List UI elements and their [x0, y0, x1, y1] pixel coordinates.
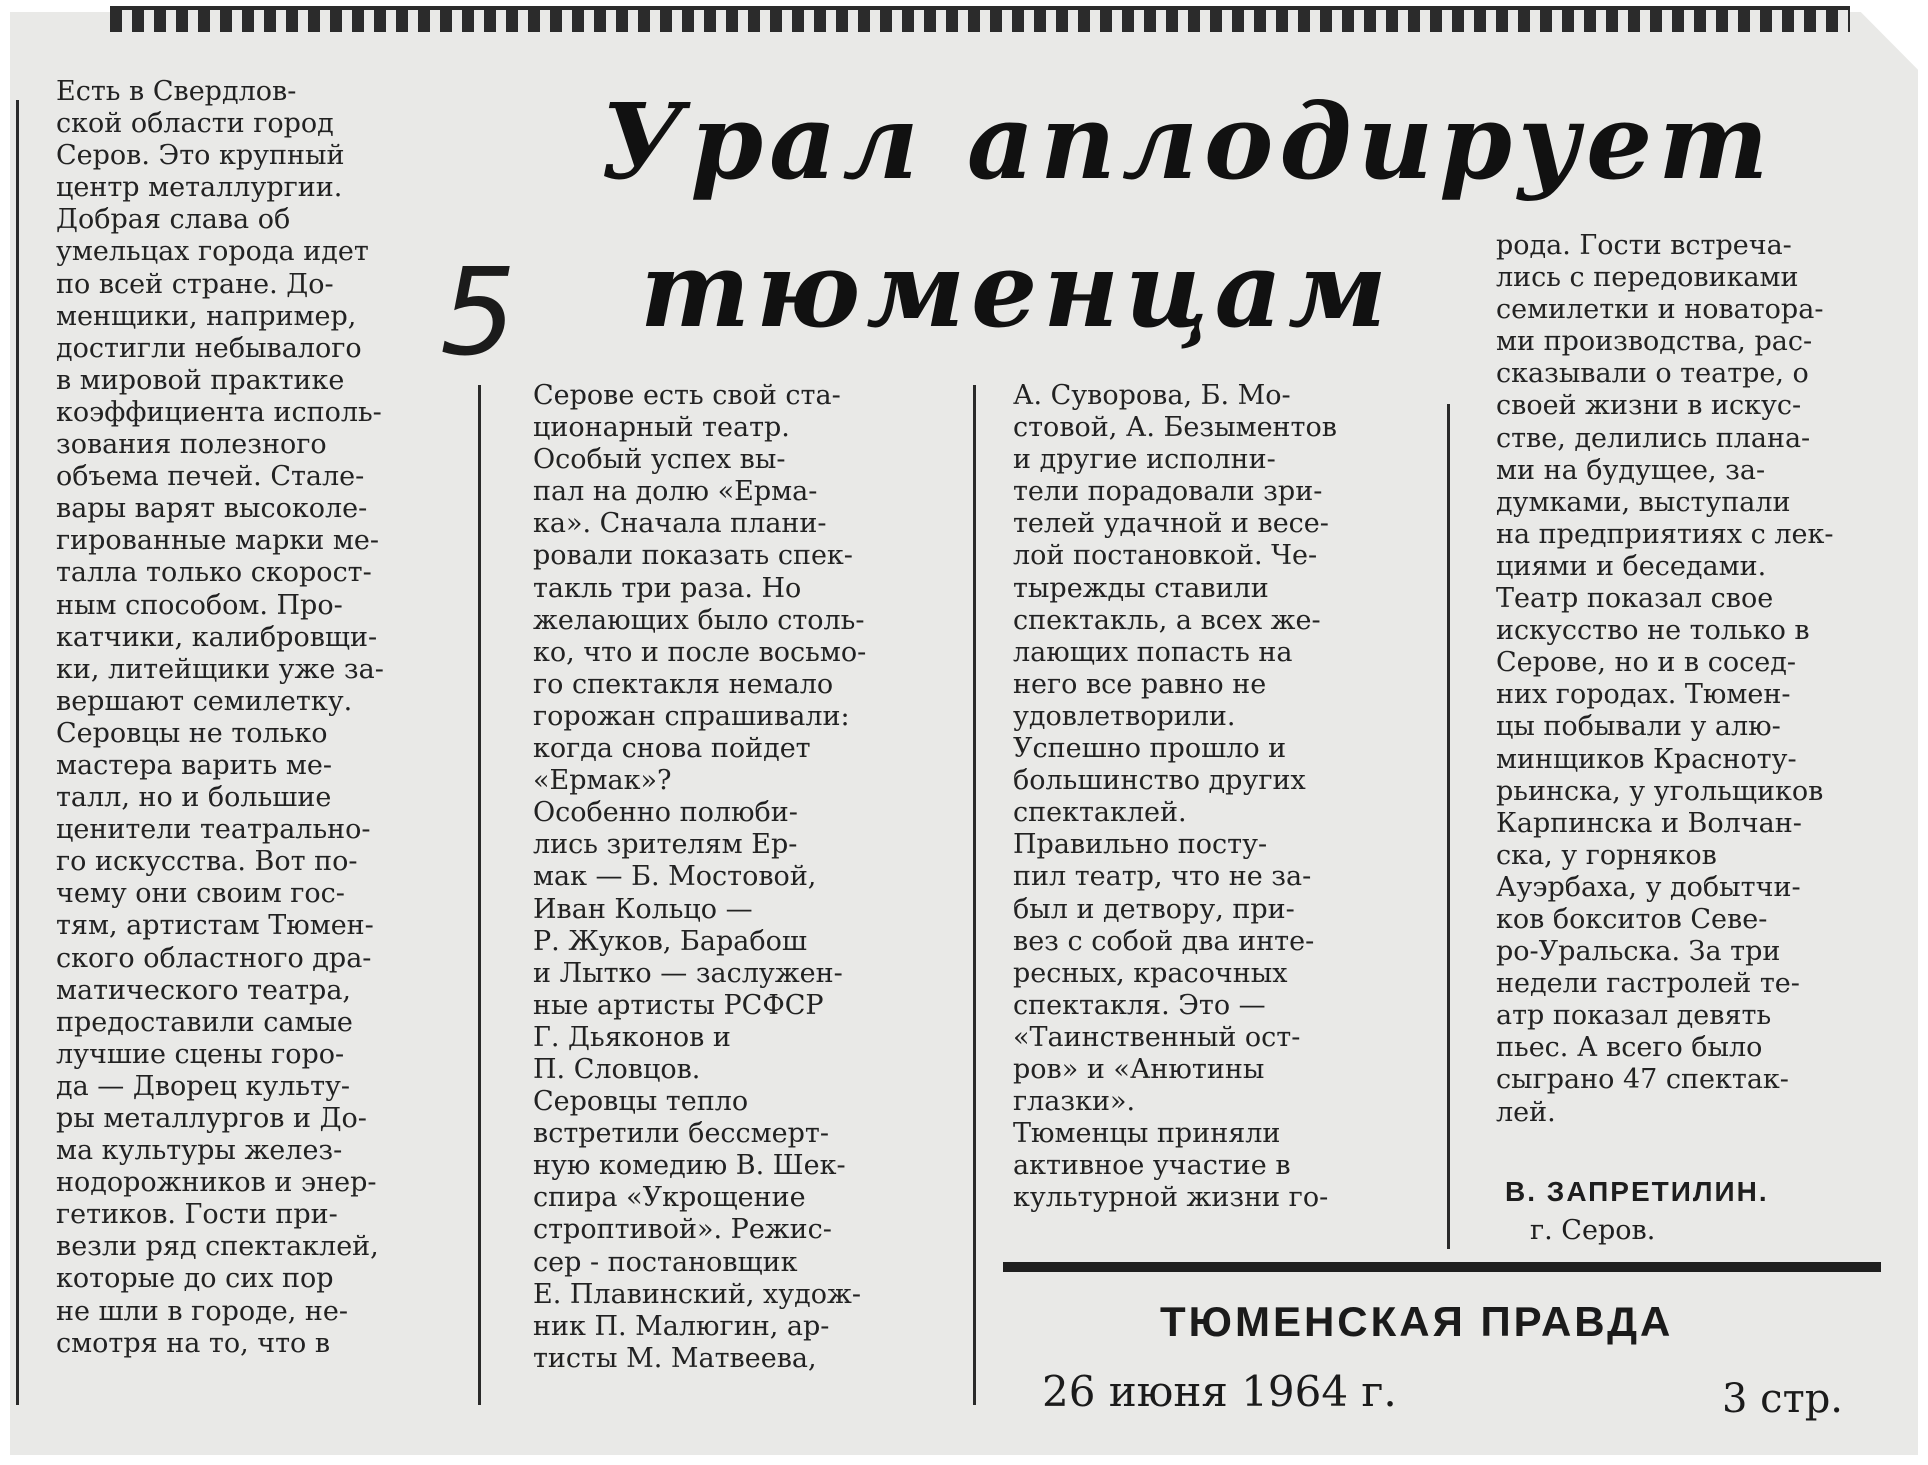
author-byline: В. ЗАПРЕТИЛИН.	[1505, 1176, 1769, 1207]
headline-line-2: тюменцам	[640, 228, 1393, 351]
column-rule-left	[16, 100, 19, 1405]
column-rule-2	[973, 385, 976, 1405]
decorative-wavy-border	[110, 6, 1850, 32]
article-column-3: А. Суворова, Б. Мо- стовой, А. Безыментов и другие исполни- тели порадовали зри- телей удачной и весе- лой постановкой. Че- тырежды ставили спектакль, а всех же- лающих попасть на него все равно не удовлетворили. Успешно прошло и большинство других спектаклей. Правильно посту- пил театр, что не за- был и детвору, при- вез с собой два инте- ресных, красочных спектакля. Это — «Таинственный ост- ров» и «Анютины глазки». Тюменцы приняли активное участие в культурной жизни го-	[1013, 380, 1337, 1214]
article-column-4: рода. Гости встреча- лись с передовиками семилетки и новатора- ми производства, рас- сказывали о театре, о своей жизни в искус- стве, делились плана- ми на будущее, за- думками, выступали на предприятиях с лек- циями и беседами. Театр показал свое искусство не только в Серове, но и в сосед- них городах. Тюмен- цы побывали у алю- минщиков Красноту- рьинска, у угольщиков Карпинска и Волчан- ска, у горняков Ауэрбаха, у добытчи- ков бокситов Севе- ро-Уральска. За три недели гастролей те- атр показал девять пьес. А всего было сыграно 47 спектак- лей.	[1496, 230, 1834, 1128]
author-location: г. Серов.	[1530, 1215, 1656, 1246]
newspaper-name: ТЮМЕНСКАЯ ПРАВДА	[1160, 1298, 1674, 1345]
page-number: 3 стр.	[1722, 1376, 1844, 1422]
headline-line-1: Урал аплодирует	[600, 80, 1775, 203]
article-column-1: Есть в Свердлов- ской области город Серов. Это крупный центр металлургии. Добрая слава об умельцах города идет по всей стране. До- менщики, например, достигли небывалого в мировой практике коэффициента исполь- зования полезного объема печей. Стале- вары варят высоколе- гированные марки ме- талла только скорост- ным способом. Про- катчики, калибровщи- ки, литейщики уже за- вершают семилетку. Серовцы не только мастера варить ме- талл, но и большие ценители театрально- го искусства. Вот по- чему они своим гос- тям, артистам Тюмен- ского областного дра- матического театра, предоставили самые лучшие сцены горо- да — Дворец культу- ры металлургов и До- ма культуры желез- нодорожников и энер- гетиков. Гости при- везли ряд спектаклей, которые до сих пор не шли в городе, не- смотря на то, что в	[56, 76, 384, 1359]
publication-date: 26 июня 1964 г.	[1042, 1367, 1397, 1416]
footer-rule	[1003, 1262, 1881, 1272]
column-rule-3	[1447, 404, 1450, 1249]
handwritten-number-mark: 5	[440, 244, 517, 383]
article-column-2: Серове есть свой ста- ционарный театр. Особый успех вы- пал на долю «Ерма- ка». Сначала плани- ровали показать спек- такль три раза. Но желающих было столь- ко, что и после восьмо- го спектакля немало горожан спрашивали: когда снова пойдет «Ермак»? Особенно полюби- лись зрителям Ер- мак — Б. Мостовой, Иван Кольцо — Р. Жуков, Барабош и Лытко — заслужен- ные артисты РСФСР Г. Дьяконов и П. Словцов. Серовцы тепло встретили бессмерт- ную комедию В. Шек- спира «Укрощение строптивой». Режис- сер - постановщик Е. Плавинский, худож- ник П. Малюгин, ар- тисты М. Матвеева,	[533, 380, 867, 1374]
column-rule-1	[478, 385, 481, 1405]
